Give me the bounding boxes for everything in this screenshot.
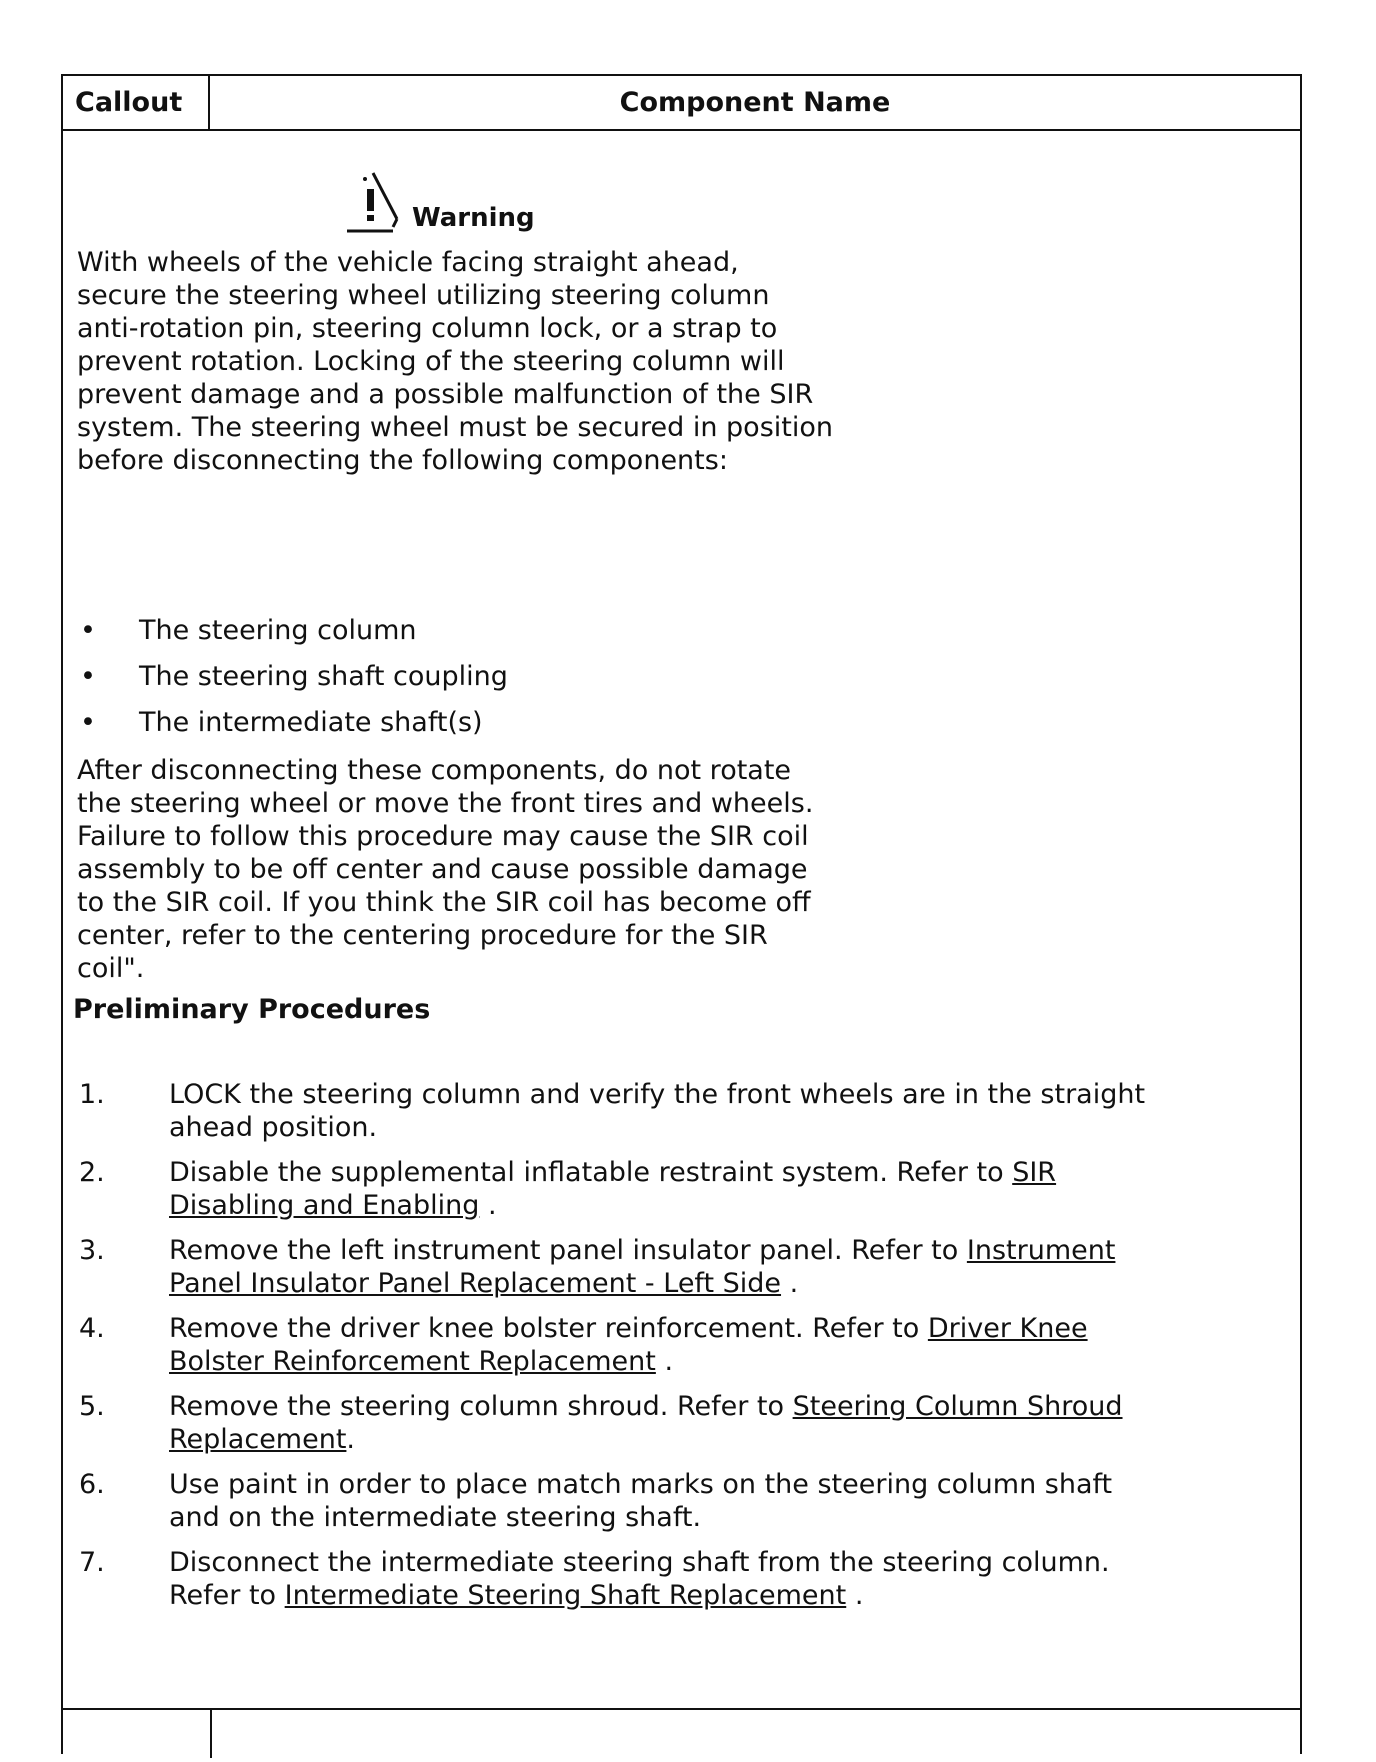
link-column-shroud[interactable]: Steering Column Shroud Replacement — [169, 1391, 1123, 1455]
procedure-step: 5. Remove the steering column shroud. Refer to Steering Column Shroud Replacement. — [79, 1391, 1123, 1455]
table-header-row — [63, 76, 1300, 131]
link-insulator-panel[interactable]: Instrument Panel Insulator Panel Replacement - Left Side — [169, 1235, 1116, 1299]
warning-bullet-list — [63, 614, 963, 752]
warning-paragraph-2: After disconnecting these components, do not rotate the steering wheel or move the front tires and wheels. Failure to follow this procedure may cause the SIR coil assembly to be off center and cause possible damage to the SIR coil. If you think the SIR coil has become off center, refer to the centering procedure for the SIR coil". — [77, 755, 814, 984]
column-divider — [210, 1710, 212, 1758]
next-table-row — [63, 1708, 1300, 1758]
procedure-step: 2. Disable the supplemental inflatable restraint system. Refer to SIR Disabling and Enabling . — [79, 1157, 1057, 1221]
preliminary-procedures-title: Preliminary Procedures — [73, 994, 431, 1025]
list-item: • The steering shaft coupling — [80, 661, 508, 692]
procedure-table — [61, 74, 1302, 1754]
warning-label: Warning — [412, 203, 535, 233]
warning-icon — [343, 171, 405, 241]
list-item: • The intermediate shaft(s) — [80, 707, 483, 738]
procedure-step: 6. Use paint in order to place match marks on the steering column shaft and on the intermediate steering shaft. — [79, 1469, 1113, 1533]
procedure-step: 4. Remove the driver knee bolster reinforcement. Refer to Driver Knee Bolster Reinforcement Replacement . — [79, 1313, 1088, 1377]
component-name-header: Component Name — [619, 87, 891, 118]
procedure-step: 3. Remove the left instrument panel insulator panel. Refer to Instrument Panel Insulator Panel Replacement - Left Side . — [79, 1235, 1116, 1299]
link-knee-bolster[interactable]: Driver Knee Bolster Reinforcement Replacement — [169, 1313, 1088, 1377]
procedure-step: 1. LOCK the steering column and verify the front wheels are in the straight ahead position. — [79, 1079, 1146, 1143]
list-item: • The steering column — [80, 615, 417, 646]
callout-header: Callout — [63, 76, 210, 129]
warning-paragraph-1: With wheels of the vehicle facing straight ahead, secure the steering wheel utilizing steering column anti-rotation pin, steering column lock, or a strap to prevent rotation. Locking of the steering column will prevent damage and a possible malfunction of the SIR system. The steering wheel must be secured in position before disconnecting the following components: — [77, 247, 833, 476]
procedure-step: 7. Disconnect the intermediate steering shaft from the steering column. Refer to Intermediate Steering Shaft Replacement . — [79, 1547, 1110, 1611]
procedure-steps — [63, 1078, 1163, 1624]
bullet-icon: • — [80, 707, 96, 738]
link-intermediate-shaft[interactable]: Intermediate Steering Shaft Replacement — [284, 1580, 847, 1611]
bullet-icon: • — [80, 661, 96, 692]
link-sir-disabling[interactable]: SIR Disabling and Enabling — [169, 1157, 1057, 1221]
warning-heading — [343, 171, 643, 241]
bullet-icon: • — [80, 615, 96, 646]
